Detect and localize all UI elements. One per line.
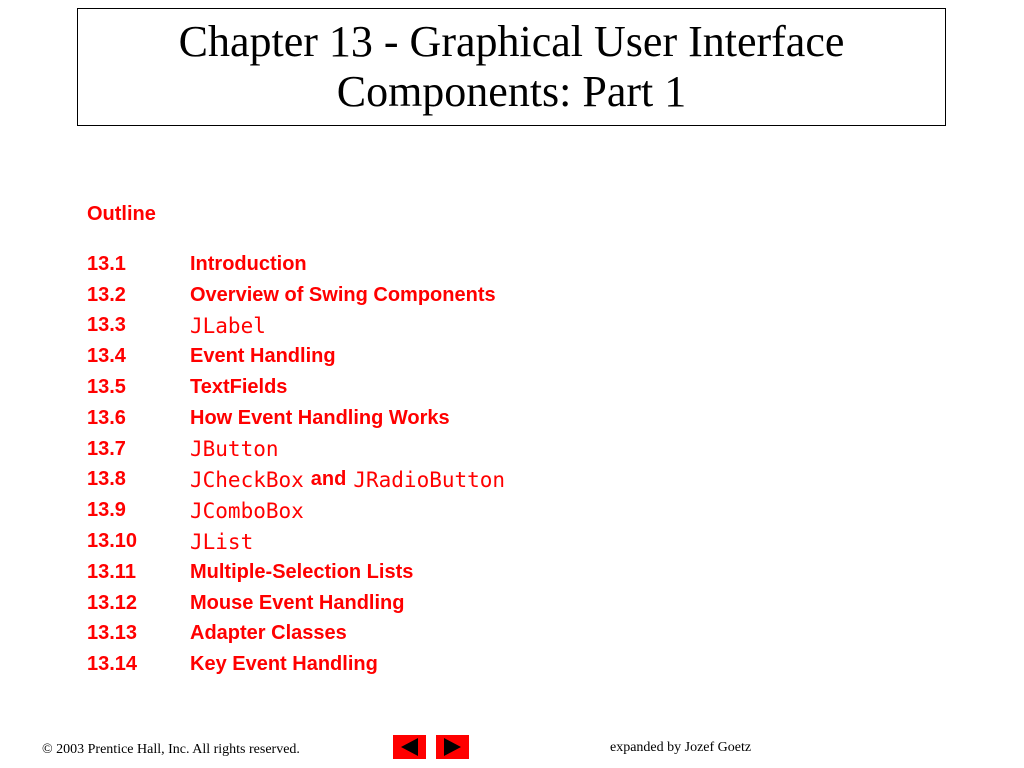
outline-item-label: Mouse Event Handling xyxy=(190,591,405,614)
outline-item-label-2: JRadioButton xyxy=(353,467,506,492)
outline-list xyxy=(87,249,505,680)
triangle-right-icon xyxy=(436,735,469,759)
triangle-left-icon xyxy=(393,735,426,759)
previous-slide-button[interactable] xyxy=(393,735,426,759)
outline-item xyxy=(87,311,505,342)
outline-item-label: Introduction xyxy=(190,252,307,275)
next-slide-button[interactable] xyxy=(436,735,469,759)
outline-item-number: 13.14 xyxy=(87,653,138,676)
outline-item-number: 13.7 xyxy=(87,437,126,460)
outline-item xyxy=(87,280,505,311)
outline-item-label: JCheckBox xyxy=(190,467,304,492)
outline-item xyxy=(87,465,505,496)
outline-item xyxy=(87,649,505,680)
outline-item-number: 13.2 xyxy=(87,283,126,306)
outline-item-number: 13.5 xyxy=(87,376,126,399)
outline-item-label: Event Handling xyxy=(190,345,336,368)
outline-item-label: Multiple-Selection Lists xyxy=(190,560,414,583)
slide-title-line-1: Chapter 13 - Graphical User Interface xyxy=(178,17,845,66)
slide-title xyxy=(77,8,946,126)
outline-item xyxy=(87,434,505,465)
outline-item-number: 13.9 xyxy=(87,499,126,522)
outline-item xyxy=(87,526,505,557)
outline-item-number: 13.11 xyxy=(87,560,136,583)
outline-heading: Outline xyxy=(87,203,156,225)
outline-item xyxy=(87,557,505,588)
author-credit: expanded by Jozef Goetz xyxy=(610,740,752,755)
copyright-notice: © 2003 Prentice Hall, Inc. All rights reserved. xyxy=(42,742,300,757)
outline-item-label: Overview of Swing Components xyxy=(190,283,496,306)
slide-title-line-2: Components: Part 1 xyxy=(336,67,687,116)
outline-item-number: 13.10 xyxy=(87,530,138,553)
outline-item-number: 13.1 xyxy=(87,252,126,275)
outline-item xyxy=(87,249,505,280)
outline-item xyxy=(87,588,505,619)
outline-item-label: JList xyxy=(190,529,254,554)
outline-item-label: Key Event Handling xyxy=(190,653,378,676)
outline-item xyxy=(87,372,505,403)
outline-item-label: How Event Handling Works xyxy=(190,406,450,429)
outline-item-label: JComboBox xyxy=(190,498,304,523)
outline-item-number: 13.12 xyxy=(87,591,138,614)
outline-item-number: 13.8 xyxy=(87,468,126,491)
outline-item xyxy=(87,619,505,650)
outline-item xyxy=(87,341,505,372)
outline-item-number: 13.13 xyxy=(87,622,138,645)
outline-item-number: 13.4 xyxy=(87,345,126,368)
outline-item-label: Adapter Classes xyxy=(190,622,347,645)
outline-item xyxy=(87,495,505,526)
outline-item-number: 13.6 xyxy=(87,406,126,429)
outline-item-label: JLabel xyxy=(190,313,266,338)
outline-item-label: TextFields xyxy=(190,376,288,399)
outline-item-label: JButton xyxy=(190,437,279,462)
outline-item-connector: and xyxy=(310,468,347,491)
outline-item xyxy=(87,403,505,434)
outline-item-number: 13.3 xyxy=(87,314,126,337)
